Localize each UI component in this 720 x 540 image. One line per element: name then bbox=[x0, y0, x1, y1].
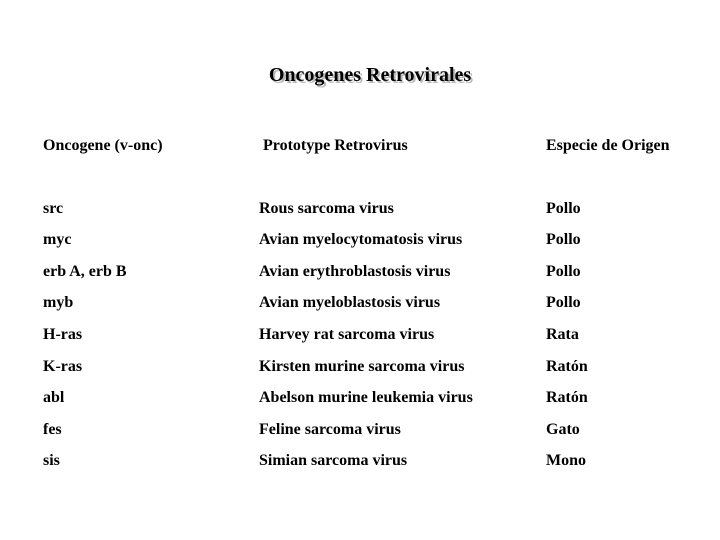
species-cell: Ratón bbox=[546, 389, 588, 406]
oncogene-cell: myc bbox=[43, 231, 72, 248]
oncogene-cell: abl bbox=[43, 389, 65, 406]
oncogene-cell: erb A, erb B bbox=[43, 263, 127, 280]
oncogene-cell: myb bbox=[43, 294, 74, 311]
retrovirus-cell: Simian sarcoma virus bbox=[259, 452, 408, 469]
retrovirus-cell: Abelson murine leukemia virus bbox=[259, 389, 473, 406]
oncogene-cell: sis bbox=[43, 452, 60, 469]
header-prototype-retrovirus: Prototype Retrovirus bbox=[263, 137, 408, 154]
species-cell: Pollo bbox=[546, 231, 581, 248]
species-cell: Mono bbox=[546, 452, 586, 469]
species-cell: Pollo bbox=[546, 294, 581, 311]
oncogene-cell: fes bbox=[43, 421, 62, 438]
retrovirus-cell: Avian erythroblastosis virus bbox=[259, 263, 451, 280]
oncogene-cell: K-ras bbox=[43, 358, 83, 375]
header-especie-de-origen: Especie de Origen bbox=[546, 137, 670, 154]
retrovirus-cell: Feline sarcoma virus bbox=[259, 421, 401, 438]
oncogene-cell: src bbox=[43, 200, 64, 217]
slide-title: Oncogenes Retrovirales bbox=[268, 64, 472, 86]
retrovirus-cell: Avian myelocytomatosis virus bbox=[259, 231, 463, 248]
retrovirus-cell: Rous sarcoma virus bbox=[259, 200, 394, 217]
retrovirus-cell: Harvey rat sarcoma virus bbox=[259, 326, 435, 343]
retrovirus-cell: Avian myeloblastosis virus bbox=[259, 294, 441, 311]
species-cell: Pollo bbox=[546, 263, 581, 280]
species-cell: Rata bbox=[546, 326, 579, 343]
species-cell: Gato bbox=[546, 421, 580, 438]
header-oncogene: Oncogene (v-onc) bbox=[43, 137, 163, 154]
oncogene-cell: H-ras bbox=[43, 326, 83, 343]
retrovirus-cell: Kirsten murine sarcoma virus bbox=[259, 358, 465, 375]
species-cell: Pollo bbox=[546, 200, 581, 217]
species-cell: Ratón bbox=[546, 358, 588, 375]
